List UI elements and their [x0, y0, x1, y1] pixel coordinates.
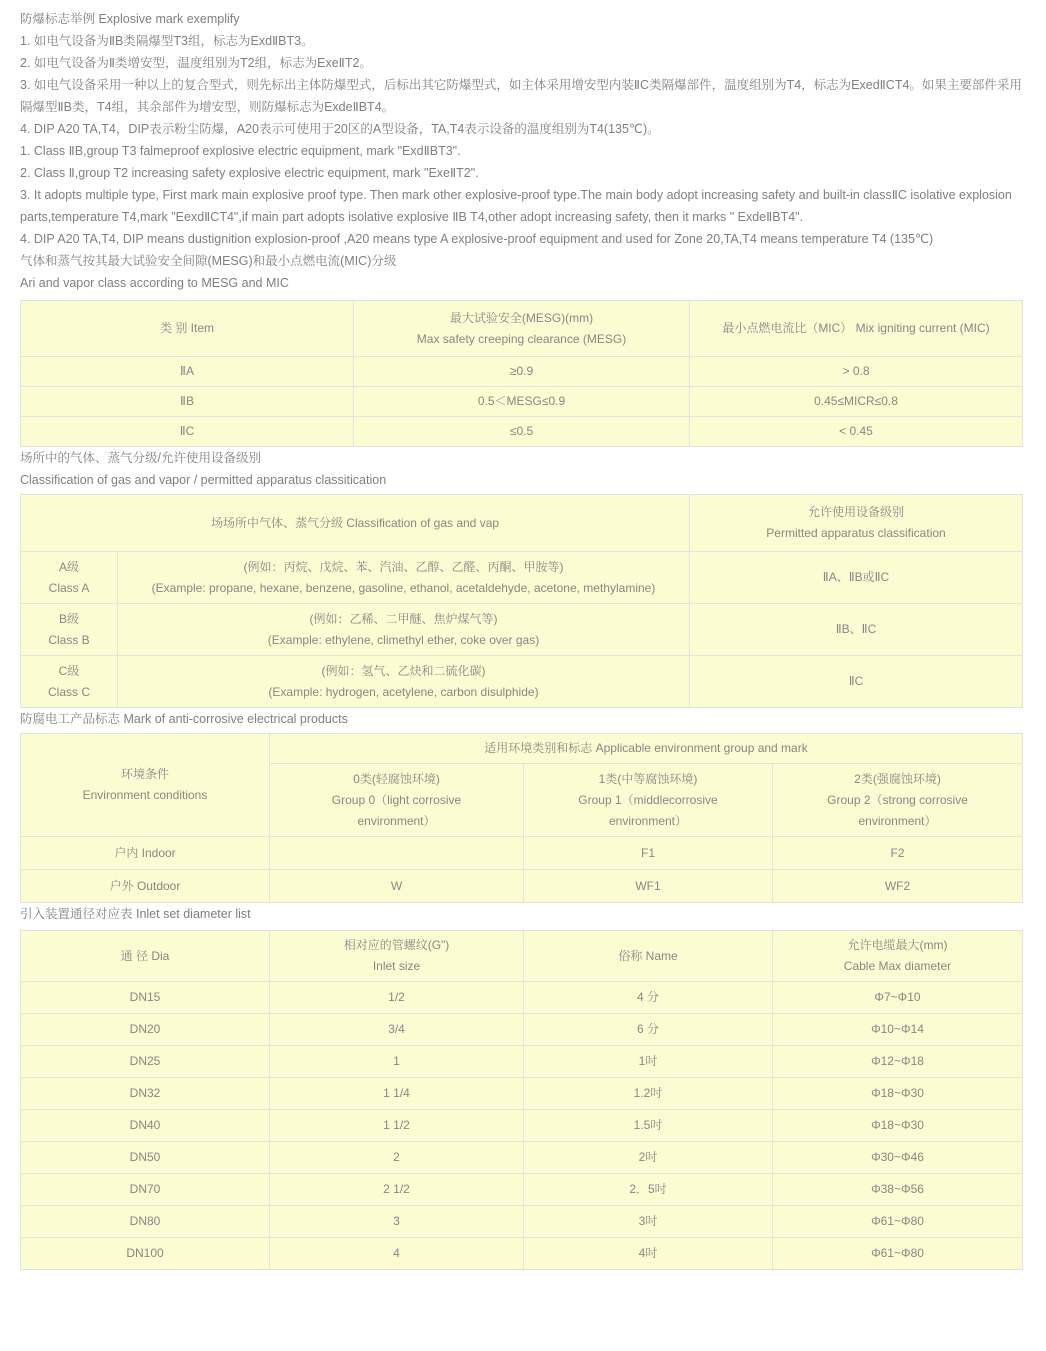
- mic-value-cell: 0.45≤MICR≤0.8: [690, 387, 1023, 417]
- mesg-section-title-cn: 气体和蒸气按其最大试验安全间隙(MESG)和最小点燃电流(MIC)分级: [20, 254, 397, 268]
- header-cell-applicable-group: 适用环境类别和标志 Applicable environment group and mark: [270, 734, 1023, 764]
- table-row: [21, 870, 1023, 903]
- dia-cell: DN70: [21, 1174, 270, 1206]
- inlet-size-cell: 1: [270, 1046, 524, 1078]
- class-label-cn: A级: [58, 559, 79, 574]
- header-cable-en: Cable Max diameter: [843, 959, 952, 973]
- intro-line: 2. 如电气设备为Ⅱ类增安型，温度组别为T2组，标志为ExeⅡT2。: [20, 56, 372, 70]
- table-row: [21, 1110, 1023, 1142]
- permitted-apparatus-cell: ⅡA、ⅡB或ⅡC: [690, 552, 1023, 604]
- mesg-section-title-en: Ari and vapor class according to MESG and MIC: [20, 276, 289, 290]
- intro-line: 2. Class Ⅱ,group T2 increasing safety explosive electric equipment, mark "ExeⅡT2".: [20, 166, 479, 180]
- group1-mark-cell: WF1: [524, 870, 773, 903]
- header-inlet-cn: 相对应的管螺纹(G"): [343, 938, 450, 952]
- examples-en: (Example: ethylene, climethyl ether, coke over gas): [267, 632, 540, 647]
- classification-section-title-en: Classification of gas and vapor / permitted apparatus classitication: [20, 473, 387, 487]
- anticorrosive-table: [20, 733, 1023, 903]
- examples-cell: [118, 552, 690, 604]
- class-label-cn: C级: [58, 663, 80, 678]
- header-cell-permitted: [690, 495, 1023, 552]
- cable-max-cell: Φ61~Φ80: [773, 1238, 1023, 1270]
- examples-cell: [118, 656, 690, 708]
- inlet-section-title: 引入装置通径对应表 Inlet set diameter list: [20, 907, 251, 921]
- header-cell-group: [270, 764, 524, 837]
- header-cell-dia: 通 径 Dia: [21, 931, 270, 982]
- cable-max-cell: Φ18~Φ30: [773, 1078, 1023, 1110]
- intro-line: 4. DIP A20 TA,T4，DIP表示粉尘防爆，A20表示可使用于20区的A型设备，TA,T4表示设备的温度组别为T4(135℃)。: [20, 122, 660, 136]
- intro-line: 4. DIP A20 TA,T4, DIP means dustignition explosion-proof ,A20 means type A explosive-proof equipment and used for Zone 20,TA,T4 means temperature T4 (135℃): [20, 232, 934, 246]
- mic-value-cell: > 0.8: [690, 357, 1023, 387]
- header-mesg-cn: 最大试验安全(MESG)(mm): [449, 310, 594, 325]
- inlet-size-cell: 2 1/2: [270, 1174, 524, 1206]
- cable-max-cell: Φ61~Φ80: [773, 1206, 1023, 1238]
- group2-mark-cell: F2: [773, 837, 1023, 870]
- header-mesg-en: Max safety creeping clearance (MESG): [416, 331, 627, 346]
- cable-max-cell: Φ38~Φ56: [773, 1174, 1023, 1206]
- dia-cell: DN50: [21, 1142, 270, 1174]
- table-row: [21, 1078, 1023, 1110]
- permitted-apparatus-cell: ⅡB、ⅡC: [690, 604, 1023, 656]
- cable-max-cell: Φ12~Φ18: [773, 1046, 1023, 1078]
- group-label-en1: Group 2（strong corrosive: [827, 792, 968, 807]
- dia-cell: DN20: [21, 1014, 270, 1046]
- table-header-row: [21, 495, 1023, 552]
- dia-cell: DN32: [21, 1078, 270, 1110]
- intro-paragraphs: [20, 8, 1022, 250]
- table-row: [21, 656, 1023, 708]
- name-cell: 4吋: [524, 1238, 773, 1270]
- header-cell-name: 俗称 Name: [524, 931, 773, 982]
- dia-cell: DN100: [21, 1238, 270, 1270]
- group0-mark-cell: W: [270, 870, 524, 903]
- table-header-row: [21, 301, 1023, 357]
- examples-cn: (例如：氢气、乙炔和二硫化碳): [321, 663, 486, 678]
- intro-line: 3. It adopts multiple type, First mark main explosive proof type. Then mark other explosive-proof type.The main body adopt increasing safety and built-in classⅡC isolative explosion parts,temperature T4,mark "EexdⅡCT4",if main part adopts isolative explosive ⅡB T4,other adopt increasing safety, then it marks " ExdeⅡBT4".: [20, 188, 1012, 224]
- table-row: [21, 604, 1023, 656]
- group-label-cn: 1类(中等腐蚀环境): [598, 771, 698, 786]
- group-label-en2: environment）: [357, 813, 436, 828]
- cable-max-cell: Φ7~Φ10: [773, 982, 1023, 1014]
- cable-max-cell: Φ18~Φ30: [773, 1110, 1023, 1142]
- header-cell-inlet-size: [270, 931, 524, 982]
- header-cable-cn: 允许电缆最大(mm): [847, 938, 948, 952]
- anticorrosive-section-title: 防腐电工产品标志 Mark of anti-corrosive electrical products: [20, 712, 348, 726]
- inlet-size-cell: 1 1/4: [270, 1078, 524, 1110]
- class-label-cell: [21, 656, 118, 708]
- dia-cell: DN25: [21, 1046, 270, 1078]
- classification-section-title-cn: 场所中的气体、蒸气分级/允许使用设备级别: [20, 451, 261, 465]
- intro-line: 1. 如电气设备为ⅡB类隔爆型T3组，标志为ExdⅡBT3。: [20, 34, 314, 48]
- name-cell: 6 分: [524, 1014, 773, 1046]
- group-label-en2: environment）: [858, 813, 937, 828]
- group0-mark-cell: [270, 837, 524, 870]
- inlet-size-cell: 1 1/2: [270, 1110, 524, 1142]
- cable-max-cell: Φ10~Φ14: [773, 1014, 1023, 1046]
- header-environment-cn: 环境条件: [120, 767, 169, 781]
- inlet-size-cell: 3/4: [270, 1014, 524, 1046]
- environment-cell: 户内 Indoor: [21, 837, 270, 870]
- table-header-row: [21, 734, 1023, 764]
- header-cell-cable-max: [773, 931, 1023, 982]
- name-cell: 1吋: [524, 1046, 773, 1078]
- class-label-cn: B级: [58, 611, 79, 626]
- table-row: [21, 552, 1023, 604]
- dia-cell: DN15: [21, 982, 270, 1014]
- table-row: [21, 357, 1023, 387]
- table-row: [21, 837, 1023, 870]
- item-class-cell: ⅡB: [21, 387, 354, 417]
- item-class-cell: ⅡA: [21, 357, 354, 387]
- permitted-apparatus-cell: ⅡC: [690, 656, 1023, 708]
- inlet-size-cell: 1/2: [270, 982, 524, 1014]
- header-environment-en: Environment conditions: [82, 788, 208, 802]
- table-row: [21, 1014, 1023, 1046]
- name-cell: 4 分: [524, 982, 773, 1014]
- table-row: [21, 417, 1023, 447]
- inlet-size-cell: 3: [270, 1206, 524, 1238]
- class-label-en: Class C: [47, 684, 90, 699]
- group-label-en1: Group 1（middlecorrosive: [578, 792, 718, 807]
- header-permitted-cn: 允许使用设备级别: [807, 505, 904, 519]
- name-cell: 2吋: [524, 1142, 773, 1174]
- intro-line: 防爆标志举例 Explosive mark exemplify: [20, 12, 240, 26]
- group-label-cn: 0类(轻腐蚀环境): [353, 771, 440, 786]
- dia-cell: DN80: [21, 1206, 270, 1238]
- intro-line: 1. Class ⅡB,group T3 falmeproof explosive electric equipment, mark "ExdⅡBT3".: [20, 144, 461, 158]
- environment-cell: 户外 Outdoor: [21, 870, 270, 903]
- class-label-en: Class A: [48, 580, 90, 595]
- table-row: [21, 982, 1023, 1014]
- mic-value-cell: < 0.45: [690, 417, 1023, 447]
- header-cell-group: [524, 764, 773, 837]
- group-label-en1: Group 0（light corrosive: [331, 792, 462, 807]
- name-cell: 2．5吋: [524, 1174, 773, 1206]
- group2-mark-cell: WF2: [773, 870, 1023, 903]
- header-cell-item: 类 别 Item: [21, 301, 354, 357]
- table-row: [21, 387, 1023, 417]
- cable-max-cell: Φ30~Φ46: [773, 1142, 1023, 1174]
- table-row: [21, 1142, 1023, 1174]
- mesg-value-cell: 0.5＜MESG≤0.9: [354, 387, 690, 417]
- examples-en: (Example: hydrogen, acetylene, carbon disulphide): [268, 684, 539, 699]
- item-class-cell: ⅡC: [21, 417, 354, 447]
- class-label-cell: [21, 552, 118, 604]
- mesg-value-cell: ≥0.9: [354, 357, 690, 387]
- group1-mark-cell: F1: [524, 837, 773, 870]
- name-cell: 1.5吋: [524, 1110, 773, 1142]
- mesg-value-cell: ≤0.5: [354, 417, 690, 447]
- inlet-size-cell: 2: [270, 1142, 524, 1174]
- examples-en: (Example: propane, hexane, benzene, gasoline, ethanol, acetaldehyde, acetone, methylamine): [151, 580, 656, 595]
- header-cell-mesg: [354, 301, 690, 357]
- table-row: [21, 1206, 1023, 1238]
- name-cell: 1.2吋: [524, 1078, 773, 1110]
- header-cell-group: [773, 764, 1023, 837]
- header-permitted-en: Permitted apparatus classification: [766, 526, 946, 540]
- examples-cell: [118, 604, 690, 656]
- classification-table: [20, 494, 1023, 708]
- dia-cell: DN40: [21, 1110, 270, 1142]
- inlet-diameter-table: [20, 930, 1023, 1270]
- table-row: [21, 1046, 1023, 1078]
- class-label-en: Class B: [48, 632, 90, 647]
- group-label-cn: 2类(强腐蚀环境): [854, 771, 941, 786]
- mesg-mic-table: [20, 300, 1023, 447]
- header-cell-environment: [21, 734, 270, 837]
- examples-cn: (例如：乙稀、二甲醚、焦炉煤气等): [309, 611, 498, 626]
- name-cell: 3吋: [524, 1206, 773, 1238]
- header-inlet-en: Inlet size: [372, 959, 421, 973]
- table-row: [21, 1238, 1023, 1270]
- table-row: [21, 1174, 1023, 1206]
- group-label-en2: environment）: [608, 813, 688, 828]
- table-header-row: [21, 931, 1023, 982]
- inlet-size-cell: 4: [270, 1238, 524, 1270]
- intro-line: 3. 如电气设备采用一种以上的复合型式，则先标出主体防爆型式，后标出其它防爆型式，如主体采用增安型内装ⅡC类隔爆部件，温度组别为T4，标志为ExedⅡCT4。如果主要部件采用隔爆型ⅡB类，T4组，其余部件为增安型，则防爆标志为ExdeⅡBT4。: [20, 78, 1022, 114]
- header-cell-mic: 最小点燃电流比（MIC） Mix igniting current (MIC): [690, 301, 1023, 357]
- header-cell-gas-class: 场场所中气体、蒸气分级 Classification of gas and vap: [21, 495, 690, 552]
- examples-cn: (例如：丙烷、戊烷、苯、汽油、乙醇、乙醛、丙酮、甲胺等): [243, 559, 564, 574]
- class-label-cell: [21, 604, 118, 656]
